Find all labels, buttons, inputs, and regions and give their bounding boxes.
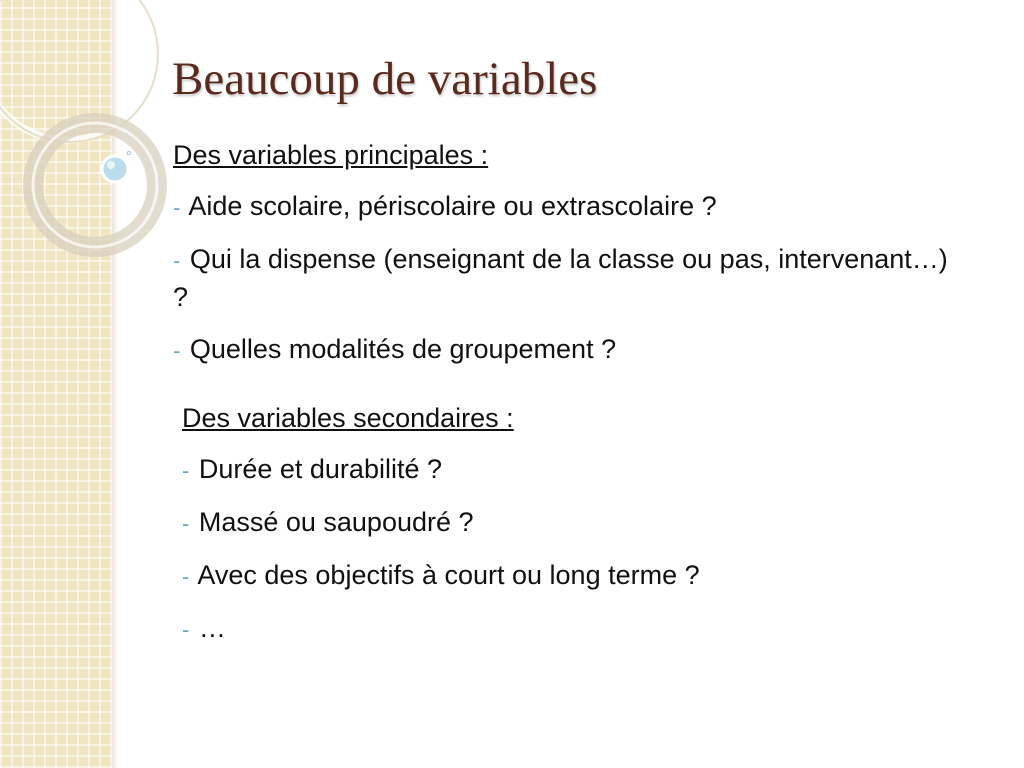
list-item — [182, 557, 963, 595]
list-item — [173, 331, 963, 369]
dash-bullet-icon: - — [173, 195, 181, 220]
list-item — [182, 504, 963, 542]
list-item — [173, 241, 963, 316]
decorative-rings-graphic — [0, 0, 200, 260]
list-item-text: Qui la dispense (enseignant de la classe ou pas, intervenant…) ? — [173, 244, 948, 312]
slide-title: Beaucoup de variables — [172, 53, 598, 105]
dash-bullet-icon: - — [182, 511, 190, 536]
list-item — [173, 188, 963, 226]
dash-bullet-icon: - — [182, 458, 190, 483]
primary-variables-section — [173, 136, 963, 369]
primary-variables-heading: Des variables principales : — [173, 140, 489, 170]
list-item-text: Avec des objectifs à court ou long terme ? — [197, 560, 700, 590]
secondary-variables-section — [182, 399, 963, 648]
list-item-text: Aide scolaire, périscolaire ou extrascolaire ? — [188, 191, 717, 221]
dash-bullet-icon: - — [182, 564, 190, 589]
list-item-text: Durée et durabilité ? — [198, 454, 442, 484]
list-item-text: Massé ou saupoudré ? — [198, 507, 474, 537]
dash-bullet-icon: - — [173, 338, 181, 363]
dash-bullet-icon: - — [182, 617, 190, 642]
list-item — [182, 451, 963, 489]
list-item-text: Quelles modalités de groupement ? — [189, 334, 617, 364]
secondary-variables-heading: Des variables secondaires : — [182, 403, 514, 433]
slide-body — [173, 136, 963, 663]
body-bullet-icon: ◦ — [126, 145, 132, 162]
list-item — [182, 610, 963, 648]
dash-bullet-icon: - — [173, 248, 181, 273]
list-item-text: … — [198, 613, 226, 643]
